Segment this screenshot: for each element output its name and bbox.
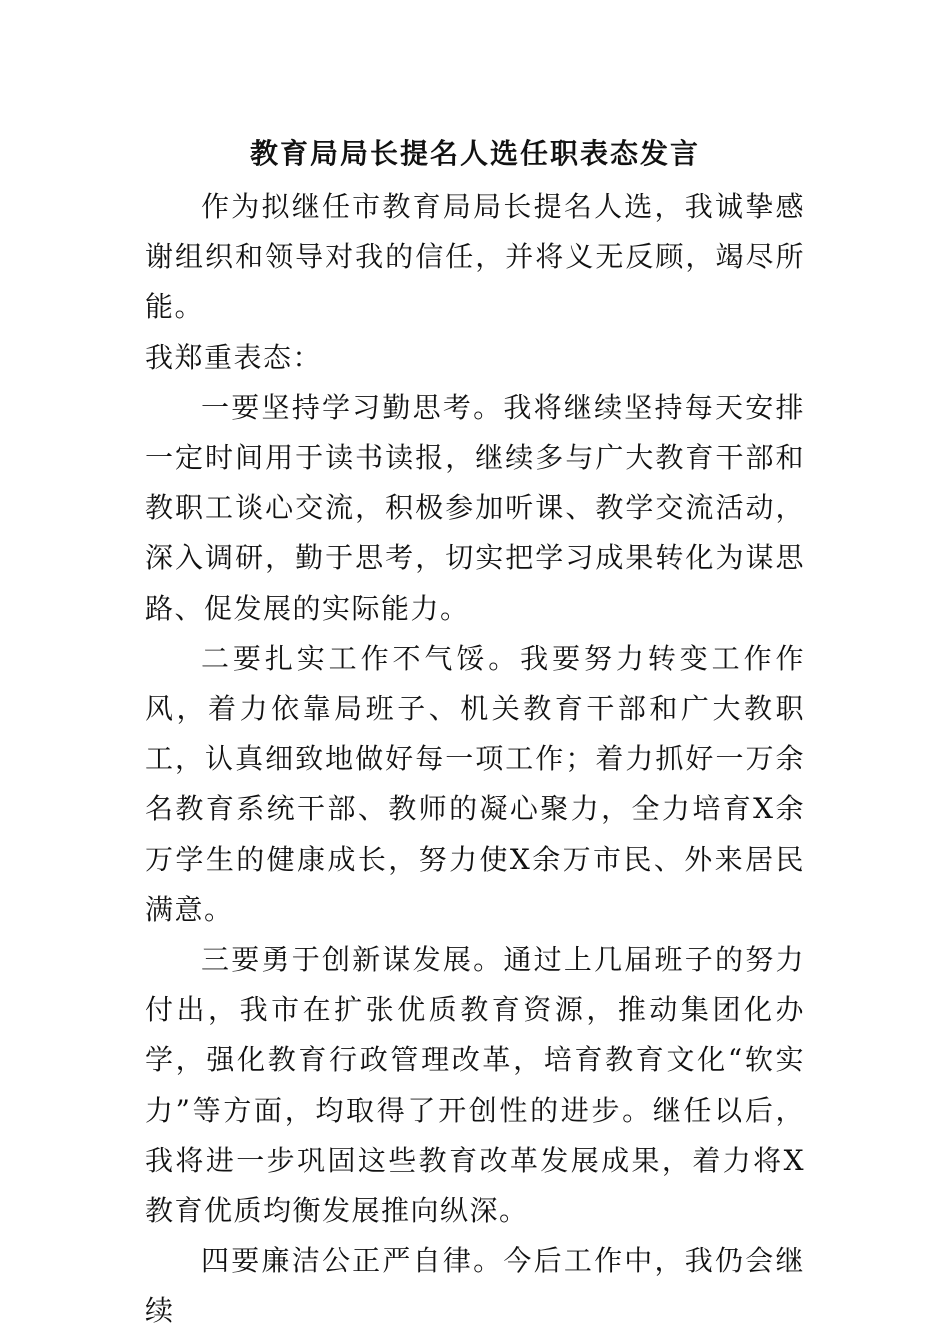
paragraph-point-one: 一要坚持学习勤思考。我将继续坚持每天安排一定时间用于读书读报，继续多与广大教育干部和教职工谈心交流，积极参加听课、教学交流活动，深入调研，勤于思考，切实把学习成果转化为谋思路、促发展的实际能力。: [145, 390, 805, 625]
paragraph-point-two: 二要扎实工作不气馁。我要努力转变工作作风，着力依靠局班子、机关教育干部和广大教职工，认真细致地做好每一项工作；着力抓好一万余名教育系统干部、教师的凝心聚力，全力培育X余万学生的健康成长，努力使X余万市民、外来居民满意。: [145, 641, 805, 926]
paragraph-intro: 作为拟继任市教育局局长提名人选，我诚挚感谢组织和领导对我的信任，并将义无反顾，竭尽所能。: [145, 190, 805, 324]
paragraph-point-three: 三要勇于创新谋发展。通过上几届班子的努力付出，我市在扩张优质教育资源，推动集团化办学，强化教育行政管理改革，培育教育文化“软实力”等方面，均取得了开创性的进步。继任以后，我将进一步巩固这些教育改革发展成果，着力将X教育优质均衡发展推向纵深。: [145, 943, 805, 1228]
paragraph-statement: 我郑重表态：: [145, 340, 323, 374]
document-body: [145, 182, 805, 1337]
document-title: 教育局局长提名人选任职表态发言: [249, 137, 700, 170]
paragraph-point-four: 四要廉洁公正严自律。今后工作中，我仍会继续: [145, 1244, 805, 1328]
